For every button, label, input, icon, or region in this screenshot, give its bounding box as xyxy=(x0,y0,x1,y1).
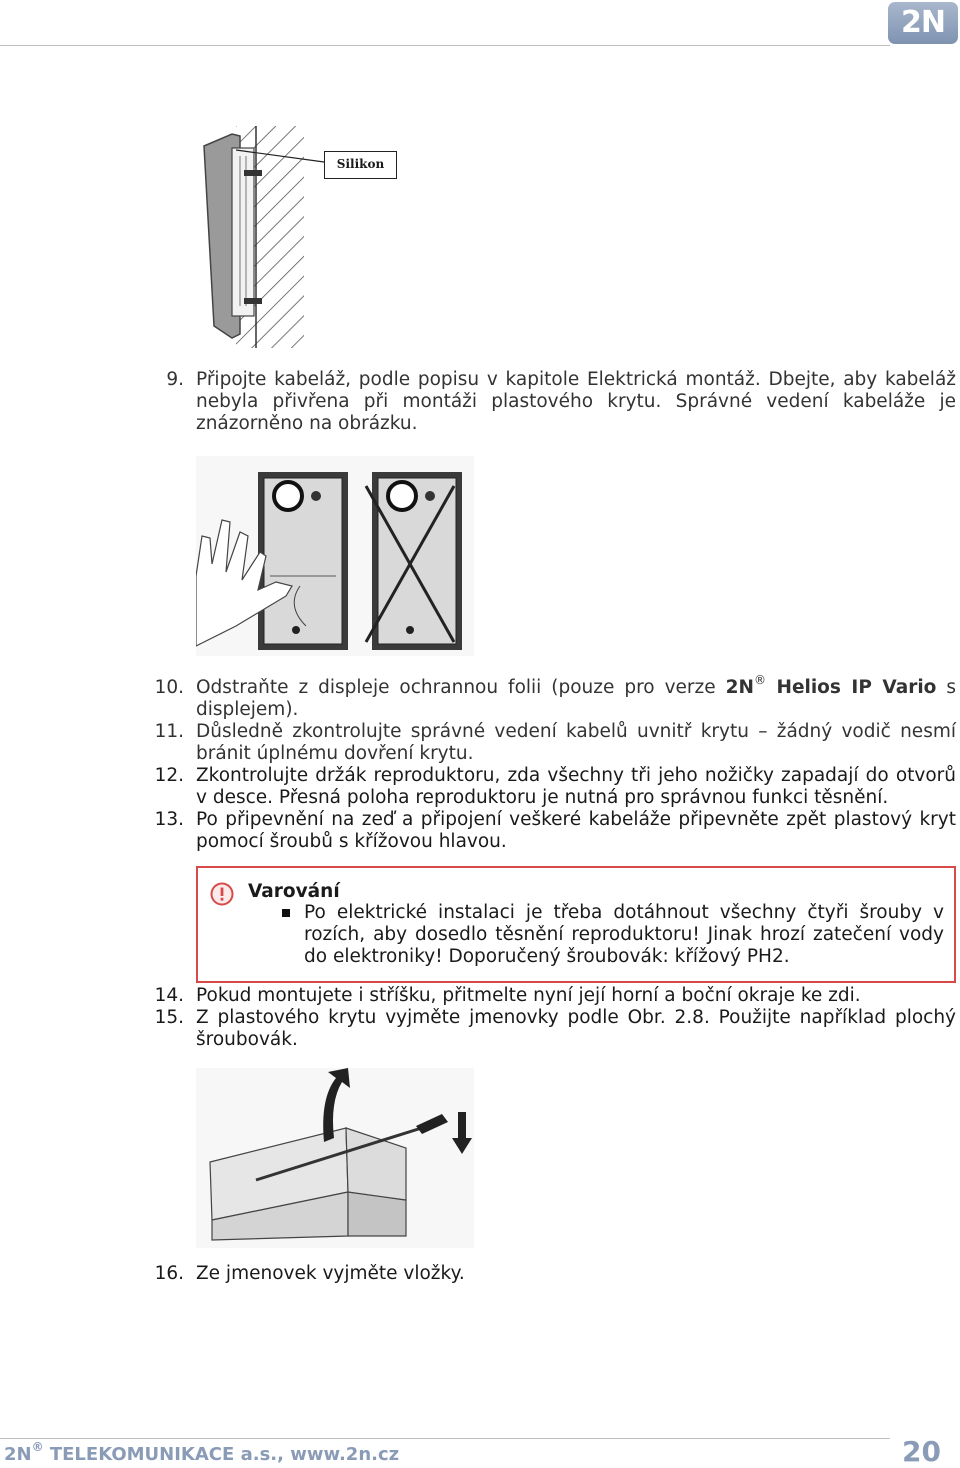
logo-2n: 2N xyxy=(888,2,958,44)
bullet-icon xyxy=(282,909,290,917)
step-number: 13. xyxy=(154,809,184,830)
figure-cable-routing xyxy=(196,456,474,656)
warning-title: Varování xyxy=(248,881,340,902)
step-12 xyxy=(150,765,956,809)
warning-box xyxy=(196,866,956,983)
step-text: Zkontrolujte držák reproduktoru, zda všechny tři jeho nožičky zapadají do otvorů v desce. Přesná poloha reproduktoru je nutná pro správnou funkci těsnění. xyxy=(196,765,956,808)
step-text: Z plastového krytu vyjměte jmenovky podle Obr. 2.8. Použijte například plochý šroubovák. xyxy=(196,1007,956,1050)
step-16 xyxy=(150,1263,956,1285)
step-text: Odstraňte z displeje ochrannou folii (pouze pro verze 2N® Helios IP Vario s displejem). xyxy=(196,672,956,720)
step-9 xyxy=(150,369,956,435)
footer-divider xyxy=(0,1438,890,1439)
footer-company: 2N® TELEKOMUNIKACE a.s., www.2n.cz xyxy=(4,1440,400,1465)
step-13 xyxy=(150,809,956,853)
step-number: 10. xyxy=(154,677,184,698)
step-text: Ze jmenovek vyjměte vložky. xyxy=(196,1263,465,1284)
step-15 xyxy=(150,1007,956,1051)
step-14 xyxy=(150,985,956,1007)
step-text: Pokud montujete i stříšku, přitmelte nyní její horní a boční okraje ke zdi. xyxy=(196,985,861,1006)
step-11 xyxy=(150,721,956,765)
step-number: 11. xyxy=(154,721,184,742)
step-text: Důsledně zkontrolujte správné vedení kabelů uvnitř krytu – žádný vodič nesmí bránit úplnému dovření krytu. xyxy=(196,721,956,764)
step-number: 12. xyxy=(154,765,184,786)
step-number: 9. xyxy=(166,369,184,390)
header-divider xyxy=(0,45,890,46)
warning-icon xyxy=(210,882,234,906)
step-number: 15. xyxy=(154,1007,184,1028)
page-number: 20 xyxy=(902,1435,941,1468)
step-number: 16. xyxy=(154,1263,184,1284)
step-text: Po připevnění na zeď a připojení veškeré kabeláže připevněte zpět plastový kryt pomocí šroubů s křížovou hlavou. xyxy=(196,809,956,852)
warning-text: Po elektrické instalaci je třeba dotáhnout všechny čtyři šrouby v rozích, aby dosedlo těsnění reproduktoru! Jinak hrozí zatečení vody do elektroniky! Doporučený šroubovák: křížový PH2. xyxy=(304,902,944,967)
step-10 xyxy=(150,672,956,721)
silikon-label: Silikon xyxy=(324,151,397,179)
step-text: Připojte kabeláž, podle popisu v kapitole Elektrická montáž. Dbejte, aby kabeláž nebyla přivřena při montáži plastového krytu. Správné vedení kabeláže je znázorněno na obrázku. xyxy=(196,369,956,434)
figure-nameplate-removal xyxy=(196,1068,474,1248)
step-number: 14. xyxy=(154,985,184,1006)
